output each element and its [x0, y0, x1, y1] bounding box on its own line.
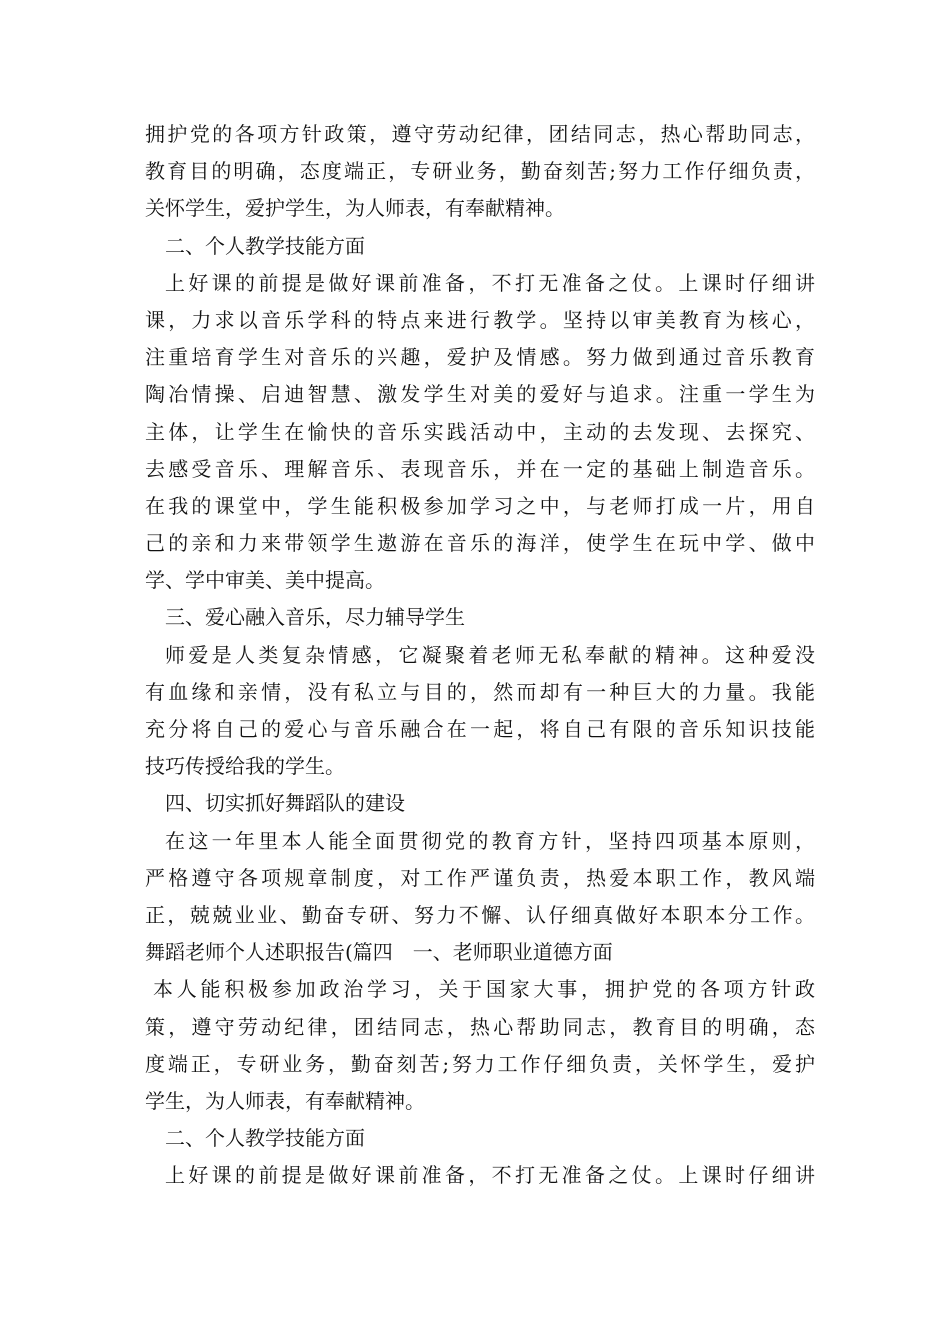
text-line: 己的亲和力来带领学生遨游在音乐的海洋，使学生在玩中学、做中 — [145, 531, 815, 556]
text-line: 关怀学生，爱护学生，为人师表，有奉献精神。 — [145, 196, 565, 221]
text-line: 去感受音乐、理解音乐、表现音乐，并在一定的基础上制造音乐。 — [145, 456, 815, 481]
text-line: 正，兢兢业业、勤奋专研、努力不懈、认仔细真做好本职本分工作。 — [145, 902, 815, 927]
text-line: 学、学中审美、美中提高。 — [145, 568, 385, 593]
text-line: 有血缘和亲情，没有私立与目的，然而却有一种巨大的力量。我能 — [145, 679, 815, 704]
text-line: 充分将自己的爱心与音乐融合在一起，将自己有限的音乐知识技能 — [145, 717, 815, 741]
text-line: 拥护党的各项方针政策，遵守劳动纪律，团结同志，热心帮助同志， — [145, 122, 815, 146]
text-line: 本人能积极参加政治学习，关于国家大事，拥护党的各项方针政 — [153, 977, 815, 1002]
text-line: 课，力求以音乐学科的特点来进行教学。坚持以审美教育为核心， — [145, 307, 815, 332]
report-title-line: 舞蹈老师个人述职报告(篇四 一、老师职业道德方面 — [145, 940, 613, 965]
text-line: 上好课的前提是做好课前准备，不打无准备之仗。上课时仔细讲 — [165, 1163, 815, 1188]
text-line: 注重培育学生对音乐的兴趣，爱护及情感。努力做到通过音乐教育 — [145, 345, 815, 370]
text-line: 技巧传授给我的学生。 — [145, 754, 345, 779]
text-line: 上好课的前提是做好课前准备，不打无准备之仗。上课时仔细讲 — [165, 270, 815, 295]
text-line: 陶冶情操、启迪智慧、激发学生对美的爱好与追求。注重一学生为 — [145, 382, 815, 407]
document-body — [145, 116, 815, 1194]
section-heading: 二、个人教学技能方面 — [165, 233, 365, 258]
text-line: 师爱是人类复杂情感，它凝聚着老师无私奉献的精神。这种爱没 — [165, 642, 815, 667]
text-line: 在我的课堂中，学生能积极参加学习之中，与老师打成一片，用自 — [145, 493, 815, 518]
text-line: 主体，让学生在愉快的音乐实践活动中，主动的去发现、去探究、 — [145, 419, 815, 444]
text-line: 严格遵守各项规章制度，对工作严谨负责，热爱本职工作，教风端 — [145, 865, 815, 890]
section-heading: 三、爱心融入音乐，尽力辅导学生 — [165, 605, 465, 630]
text-line: 度端正，专研业务，勤奋刻苦;努力工作仔细负责，关怀学生，爱护 — [145, 1051, 815, 1076]
text-line: 在这一年里本人能全面贯彻党的教育方针，坚持四项基本原则， — [165, 828, 815, 853]
text-line: 策，遵守劳动纪律，团结同志，热心帮助同志，教育目的明确，态 — [145, 1014, 815, 1039]
section-heading: 四、切实抓好舞蹈队的建设 — [165, 791, 405, 816]
section-heading: 二、个人教学技能方面 — [165, 1126, 365, 1151]
text-line: 教育目的明确，态度端正，专研业务，勤奋刻苦;努力工作仔细负责， — [145, 159, 815, 184]
text-line: 学生，为人师表，有奉献精神。 — [145, 1088, 425, 1113]
